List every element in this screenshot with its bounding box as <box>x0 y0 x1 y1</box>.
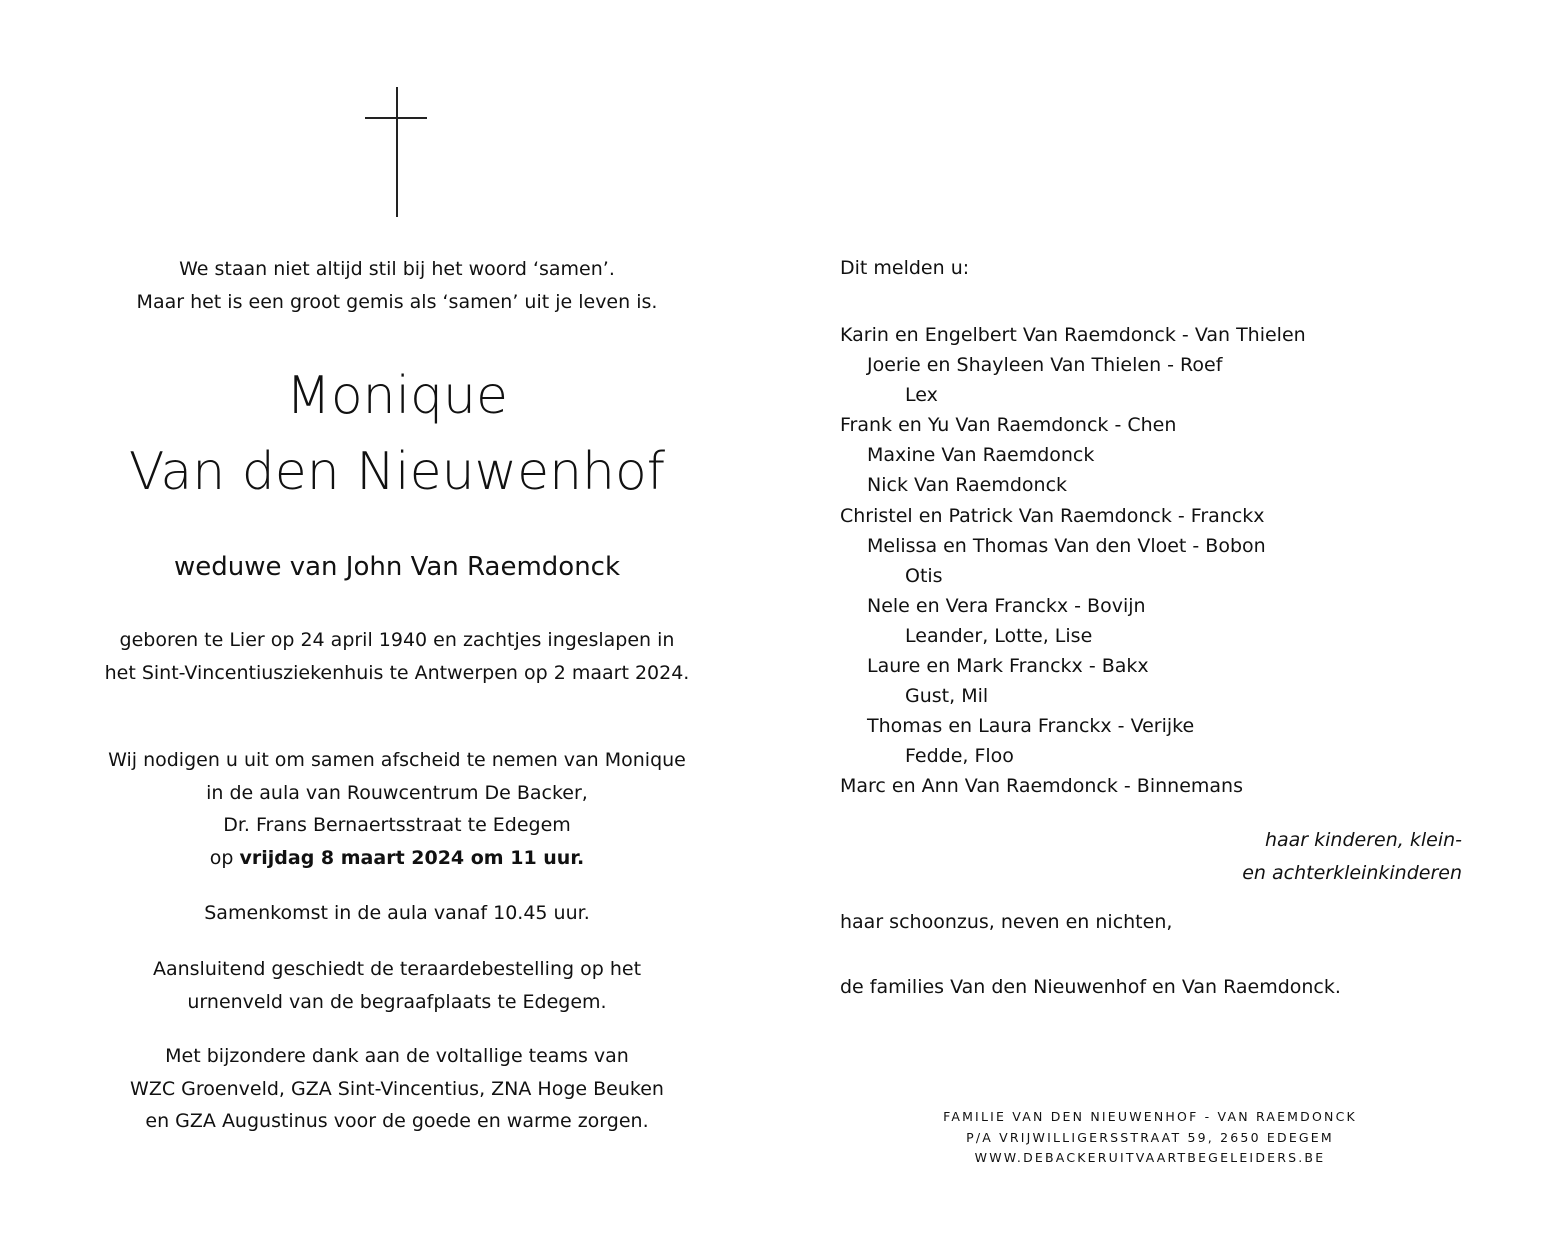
family-member: Gust, Mil <box>905 685 989 708</box>
relation-line: en achterkleinkinderen <box>1242 861 1462 884</box>
relation <box>1242 824 1462 889</box>
family-member: Karin en Engelbert Van Raemdonck - Van Thielen <box>840 324 1306 346</box>
family-member: Otis <box>905 564 943 587</box>
in-laws: haar schoonzus, neven en nichten, <box>840 911 1173 933</box>
family-member: Thomas en Laura Franckx - Verijke <box>867 715 1195 738</box>
ceremony-date: vrijdag 8 maart 2024 om 11 uur. <box>239 846 585 869</box>
family-member: Nele en Vera Franckx - Bovijn <box>867 594 1146 617</box>
thanks-line: WZC Groenveld, GZA Sint-Vincentius, ZNA Hoge Beuken <box>130 1077 664 1100</box>
footer-address-line: P/A VRIJWILLIGERSSTRAAT 59, 2650 EDEGEM <box>966 1129 1334 1145</box>
family-member: Fedde, Floo <box>905 745 1014 768</box>
family-member: Nick Van Raemdonck <box>867 474 1068 497</box>
family-member: Christel en Patrick Van Raemdonck - Franckx <box>840 504 1265 527</box>
birth-line: het Sint-Vincentiusziekenhuis te Antwerpen op 2 maart 2024. <box>104 661 690 684</box>
date-prefix: op <box>209 846 234 869</box>
family-member: Maxine Van Raemdonck <box>867 444 1095 467</box>
footer-address <box>900 1107 1400 1169</box>
footer-family: FAMILIE VAN DEN NIEUWENHOF - VAN RAEMDONCK <box>943 1109 1357 1124</box>
footer-website: WWW.DEBACKERUITVAARTBEGELEIDERS.BE <box>974 1150 1326 1165</box>
intro-quote <box>47 253 747 318</box>
birth-death <box>47 624 747 689</box>
thanks-line: en GZA Augustinus voor de goede en warme zorgen. <box>145 1110 649 1132</box>
announce: Dit melden u: <box>840 257 970 279</box>
invitation <box>47 744 747 874</box>
invite-line: Wij nodigen u uit om samen afscheid te nemen van Monique <box>108 749 686 771</box>
gathering: Samenkomst in de aula vanaf 10.45 uur. <box>204 902 590 924</box>
invite-date-line <box>47 842 747 875</box>
family-member: Melissa en Thomas Van den Vloet - Bobon <box>867 534 1266 557</box>
burial-line: urnenveld van de begraafplaats te Edegem. <box>187 990 607 1013</box>
thanks-line: Met bijzondere dank aan de voltallige teams van <box>165 1045 629 1067</box>
relation-line: haar kinderen, klein- <box>1264 829 1462 851</box>
intro-line: Maar het is een groot gemis als ‘samen’ uit je leven is. <box>136 290 658 313</box>
cross-icon-bar <box>365 117 427 119</box>
invite-line: Dr. Frans Bernaertsstraat te Edegem <box>223 814 571 836</box>
family-member: Frank en Yu Van Raemdonck - Chen <box>840 414 1177 437</box>
burial-line: Aansluitend geschiedt de teraardebestelling op het <box>152 958 642 980</box>
burial <box>47 953 747 1018</box>
cross-icon <box>396 87 398 217</box>
first-name: Monique <box>285 366 509 426</box>
family-list <box>840 320 1306 802</box>
widow-of: weduwe van John Van Raemdonck <box>173 552 621 582</box>
family-member: Laure en Mark Franckx - Bakx <box>867 655 1149 678</box>
invite-line: in de aula van Rouwcentrum De Backer, <box>206 781 588 804</box>
family-member: Leander, Lotte, Lise <box>905 624 1093 647</box>
intro-line: We staan niet altijd stil bij het woord ‘samen’. <box>179 258 615 280</box>
families: de families Van den Nieuwenhof en Van Raemdonck. <box>840 976 1341 998</box>
birth-line: geboren te Lier op 24 april 1940 en zachtjes ingeslapen in <box>119 629 675 651</box>
deceased-name <box>47 358 747 510</box>
family-member: Marc en Ann Van Raemdonck - Binnemans <box>840 775 1243 798</box>
family-member: Lex <box>905 384 938 407</box>
last-name: Van den Nieuwenhof <box>128 442 666 502</box>
family-member: Joerie en Shayleen Van Thielen - Roef <box>867 354 1223 377</box>
thanks <box>47 1040 747 1138</box>
